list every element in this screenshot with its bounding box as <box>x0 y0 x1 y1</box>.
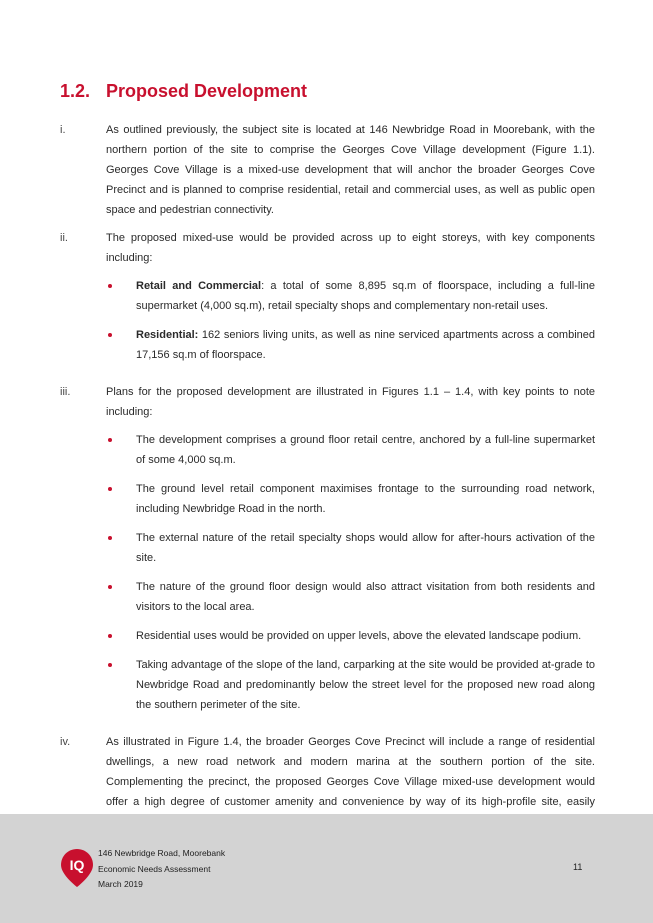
section-title: Proposed Development <box>106 81 308 101</box>
bullet-icon <box>106 430 136 470</box>
paragraph: As outlined previously, the subject site is located at 146 Newbridge Road in Moorebank, with the northern portion of the site to comprise the Georges Cove Village development (Figure 1.1). Georges Cove Village is a mixed-use development that will anchor the broader Georges Cove Precinct and is planned to comprise residential, retail and commercial uses, as well as public open space and pedestrian connectivity. <box>106 124 595 216</box>
bullet-text: The external nature of the retail specialty shops would allow for after-hours activation of the site. <box>136 532 595 564</box>
bullet-icon <box>106 479 136 519</box>
bullet-bold-label: Residential: <box>136 329 199 341</box>
bullet-text: 162 seniors living units, as well as nine serviced apartments across a combined 17,156 sq.m of floorspace. <box>136 329 595 361</box>
list-item <box>60 382 595 724</box>
bullet-icon <box>106 528 136 568</box>
section-heading <box>60 81 307 102</box>
bullet-list <box>106 430 595 715</box>
footer-address: 146 Newbridge Road, Moorebank <box>98 848 226 858</box>
bullet-bold-label: Retail and Commercial <box>136 280 262 292</box>
list-item <box>60 228 595 374</box>
bullet-list <box>106 276 595 365</box>
bullet-icon <box>106 325 136 365</box>
list-numeral: ii. <box>60 232 68 244</box>
bullet-text: Residential uses would be provided on upper levels, above the elevated landscape podium. <box>136 630 582 642</box>
bullet-item <box>106 528 595 568</box>
bullet-item <box>106 577 595 617</box>
paragraph: As illustrated in Figure 1.4, the broader Georges Cove Precinct will include a range of residential dwellings, a new road network and modern marina at the southern portion of the site. Complementing the precinct, the proposed Georges Cove Village mixed-use development would offer a high degree of customer amenity and convenience by way of its high-profile site, easily <box>106 736 595 808</box>
bullet-icon <box>106 276 136 316</box>
section-number: 1.2. <box>60 81 91 101</box>
bullet-item <box>106 655 595 715</box>
bullet-text: The ground level retail component maximises frontage to the surrounding road network, including Newbridge Road in the north. <box>136 483 595 515</box>
page-footer <box>0 814 653 923</box>
bullet-item <box>106 430 595 470</box>
footer-text <box>98 846 225 893</box>
bullet-icon <box>106 655 136 715</box>
page-content <box>60 120 595 840</box>
logo-text: IQ <box>69 857 85 873</box>
list-numeral: iv. <box>60 736 71 748</box>
bullet-text: Taking advantage of the slope of the land, carparking at the site would be provided at-grade to Newbridge Road and predominantly below the street level for the proposed new road along the southern perimeter of the site. <box>136 659 595 711</box>
bullet-text: The development comprises a ground floor retail centre, anchored by a full-line supermarket of some 4,000 sq.m. <box>136 434 595 466</box>
bullet-icon <box>106 577 136 617</box>
page-number: 11 <box>573 862 583 872</box>
bullet-item <box>106 325 595 365</box>
bullet-item <box>106 276 595 316</box>
bullet-icon <box>106 626 136 646</box>
bullet-item <box>106 626 595 646</box>
footer-date: March 2019 <box>98 879 143 889</box>
bullet-item <box>106 479 595 519</box>
list-numeral: i. <box>60 124 66 136</box>
footer-doc-title: Economic Needs Assessment <box>98 863 211 874</box>
bullet-text: : a total of some 8,895 sq.m of floorspace, including a full-line supermarket (4,000 sq.m), retail specialty shops and complementary non-retail uses. <box>136 280 595 312</box>
bullet-text: The nature of the ground floor design would also attract visitation from both residents and visitors to the local area. <box>136 581 595 613</box>
list-numeral: iii. <box>60 386 71 398</box>
paragraph: Plans for the proposed development are illustrated in Figures 1.1 – 1.4, with key points to note including: <box>106 386 595 418</box>
list-item <box>60 120 595 220</box>
iq-logo-icon <box>60 848 94 888</box>
paragraph: The proposed mixed-use would be provided across up to eight storeys, with key components including: <box>106 232 595 264</box>
